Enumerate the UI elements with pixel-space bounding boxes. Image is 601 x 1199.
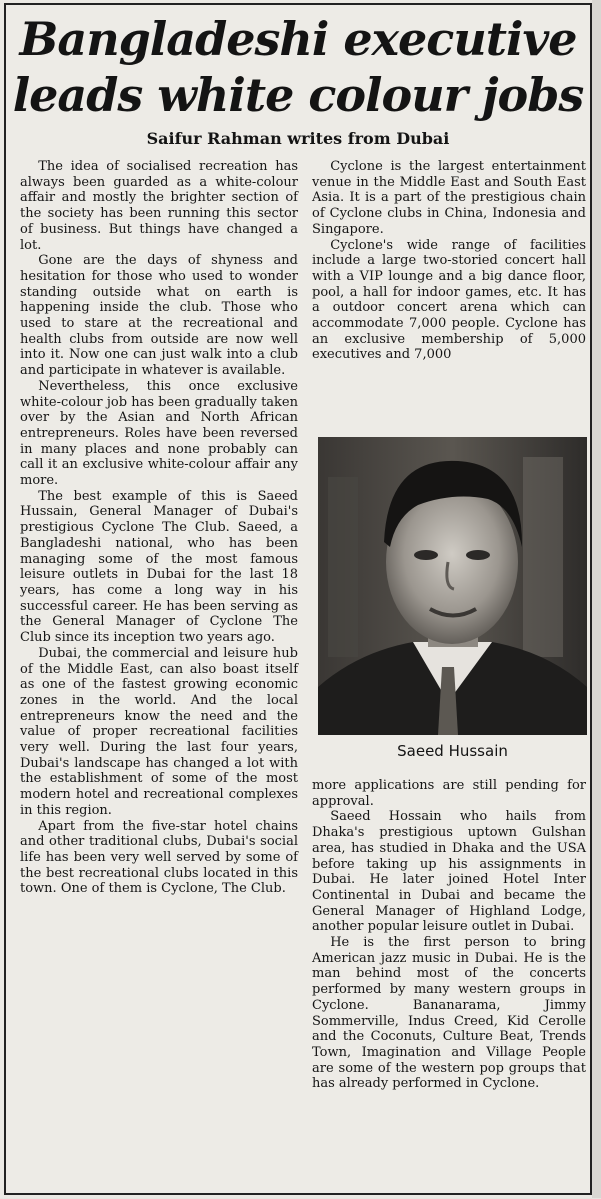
paragraph: Cyclone's wide range of facilities include a large two-storied concert hall with a VIP lounge and a big dance floor, pool, a hall for indoor games, etc. It has a outdoor concert arena which can accommodate 7,000 people. Cyclone has an exclusive membership of 5,000 executives and 7,000 xyxy=(312,237,586,363)
paragraph: Cyclone is the largest entertainment venue in the Middle East and South East Asia. It is a part of the prestigious chain of Cyclone clubs in China, Indonesia and Singapore. xyxy=(312,159,586,237)
headline-line-2: leads white colour jobs xyxy=(12,68,584,122)
article-column-2-bottom xyxy=(312,778,586,1198)
portrait-photo xyxy=(318,437,587,735)
article-clipping xyxy=(4,3,592,1195)
photo-caption: Saeed Hussain xyxy=(397,742,508,760)
paragraph: Saeed Hossain who hails from Dhaka's prestigious uptown Gulshan area, has studied in Dhaka and the USA before taking up his assignments in Dubai. He later joined Hotel Inter Continental in Dubai and became the General Manager of Highland Lodge, another popular leisure outlet in Dubai. xyxy=(312,809,586,935)
paragraph: Apart from the five-star hotel chains and other traditional clubs, Dubai's social life has been very well served by some of the best recreational clubs located in this town. One of them is Cyclone, The Club. xyxy=(20,818,298,897)
headline xyxy=(6,11,590,123)
paragraph: He is the first person to bring American jazz music in Dubai. He is the man behind most of the concerts performed by many western groups in Cyclone. Bananarama, Jimmy Sommerville, Indus Creed, Kid Cerolle and the Coconuts, Culture Beat, Trends Town, Imagination and Village People are some of the western pop groups that has already performed in Cyclone. xyxy=(312,935,586,1092)
article-column-1 xyxy=(20,159,298,1199)
adjacent-page-edge xyxy=(592,0,601,1198)
paragraph-continuation: more applications are still pending for approval. xyxy=(312,778,586,809)
portrait-illustration xyxy=(318,437,587,735)
paragraph: Gone are the days of shyness and hesitation for those who used to wonder standing outside what on earth is happening inside the club. Those who used to stare at the recreational and health clubs from outside are now well into it. Now one can just walk into a club and participate in whatever is available. xyxy=(20,253,298,379)
headline-line-1: Bangladeshi executive xyxy=(19,12,577,66)
byline: Saifur Rahman writes from Dubai xyxy=(146,129,450,148)
paragraph: Nevertheless, this once exclusive white-colour job has been gradually taken over by the Asian and North African entrepreneurs. Roles have been reversed in many places and none probably can call it an exclusive white-colour affair any more. xyxy=(20,378,298,489)
article-column-2-top xyxy=(312,159,586,429)
paragraph: The idea of socialised recreation has always been guarded as a white-colour affair and mostly the brighter section of the society has been running this sector of business. But things have changed a lot. xyxy=(20,159,298,253)
paragraph: The best example of this is Saeed Hussain, General Manager of Dubai's prestigious Cyclone The Club. Saeed, a Bangladeshi national, who has been managing some of the most famous leisure outlets in Dubai for the last 18 years, has come a long way in his successful career. He has been serving as the General Manager of Cyclone The Club since its inception two years ago. xyxy=(20,488,298,646)
paragraph: Dubai, the commercial and leisure hub of the Middle East, can also boast itself as one of the fastest growing economic zones in the world. And the local entrepreneurs know the need and the value of proper recreational facilities very well. During the last four years, Dubai's landscape has changed a lot with the establishment of some of the most modern hotel and recreational complexes in this region. xyxy=(20,645,298,818)
